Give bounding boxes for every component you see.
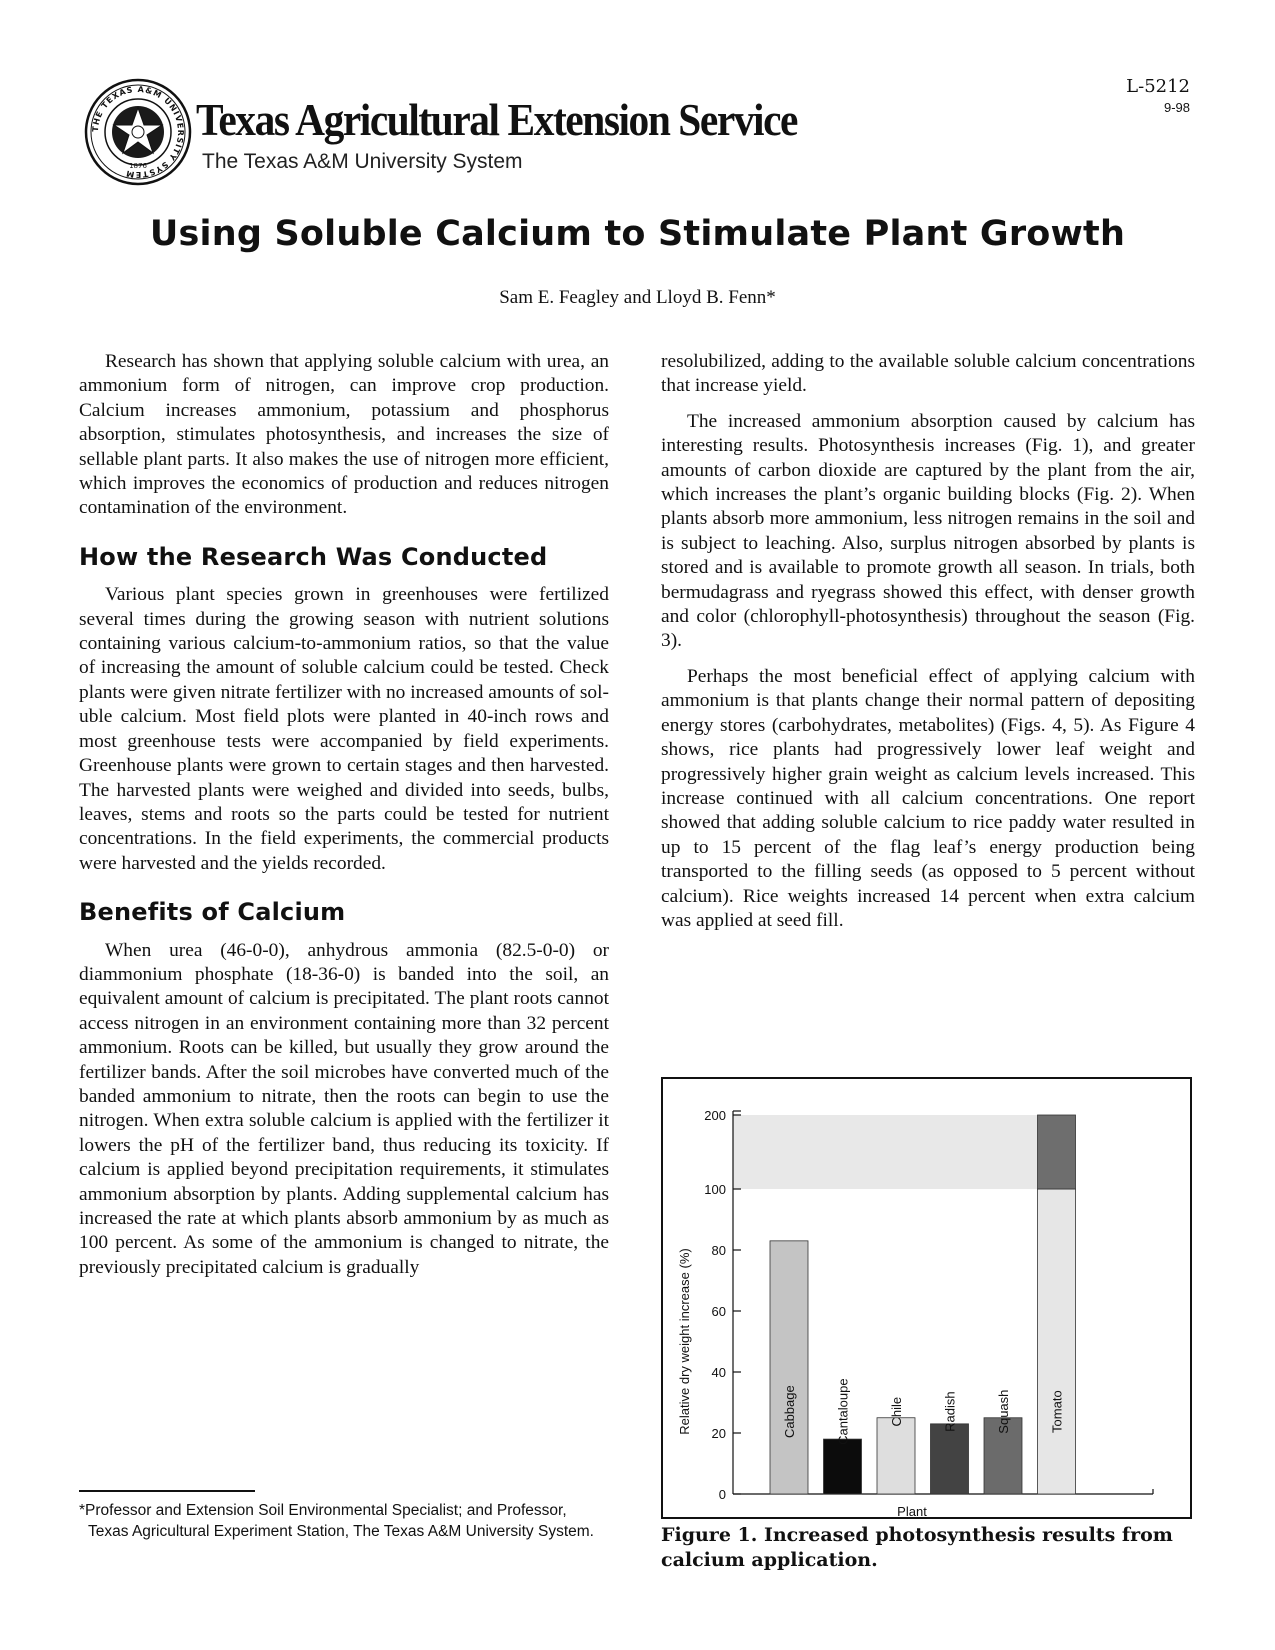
y-tick-label: 100 [704, 1182, 726, 1197]
publication-number: L-5212 [1126, 76, 1190, 97]
x-axis-label: Plant [897, 1504, 927, 1517]
bar-tomato-upper [1038, 1115, 1076, 1189]
continued-paragraph: resolubilized, adding to the available soluble calcium concentrations that increase yield. [661, 351, 1195, 397]
y-tick-label: 20 [711, 1426, 726, 1441]
y-axis-label: Relative dry weight increase (%) [677, 1248, 692, 1435]
left-column [79, 350, 609, 1291]
authors-line: Sam E. Feagley and Lloyd B. Fenn* [499, 287, 776, 308]
y-tick-label: 40 [711, 1365, 726, 1380]
bar-label-radish: Radish [942, 1391, 958, 1432]
energy-stores-paragraph: Perhaps the most beneficial effect of applying calcium with ammonium is that plants change their normal pattern of depositing energy stores (carbohydrates, metabolites) (Figs. 4, 5). As Figure 4 shows, rice plants had progressively lower leaf weight and progressively higher grain weight as calcium levels increased. This increase continued with all calcium concentrations. One report showed that adding soluble calcium to rice paddy water resulted in up to 15 percent of the flag leaf’s energy production being transported to the filling seeds (as opposed to 5 percent without calcium). Rice weights increased 14 percent when extra calcium was applied at seed fill. [661, 665, 1195, 931]
bar-cantaloupe [824, 1439, 862, 1494]
seal-year: 1876 [129, 162, 147, 170]
bar-cabbage [770, 1241, 808, 1494]
publication-date: 9-98 [1163, 100, 1190, 115]
research-paragraph: Various plant species grown in greenhouses were fertilized several times during the growing season with nutrient solutions containing various calcium-to-ammonium ratios, so that the value of increasing the amount of soluble calcium could be tested. Check plants were given nitrate fertilizer with no increased amounts of soluble calcium. Most field plots were planted in 40-inch rows and most greenhouse tests were accompanied by field experiments. Greenhouse plants were grown to certain stages and then harvested. The harvested plants were weighed and divided into seeds, bulbs, leaves, stems and roots so the parts could be tested for nutrient concentrations. In the field experiments, the commercial products were harvested and the yields recorded. [79, 584, 609, 874]
figure-1-frame [661, 1077, 1192, 1519]
y-tick-label: 0 [718, 1487, 726, 1502]
y-tick-label: 80 [711, 1243, 726, 1258]
axis-break-band [733, 1115, 1073, 1189]
section-heading-benefits: Benefits of Calcium [79, 898, 346, 927]
university-seal-icon [84, 78, 192, 186]
bar-label-tomato: Tomato [1049, 1390, 1065, 1433]
benefits-paragraph: When urea (46-0-0), anhydrous ammonia (82.5-0-0) or diammonium phosphate (18-36-0) is banded into the soil, an equivalent amount of calcium is precipitated. The plant roots cannot access nitrogen in an environment containing more than 32 percent ammonium. Roots can be killed, but usually they grow around the fertilizer bands. After the soil microbes have converted much of the banded ammonium to nitrate, then the roots can begin to use the nitrogen. When extra soluble calcium is applied with the fertilizer it lowers the pH of the fertilizer band, thus reducing its toxicity. If calcium is applied beyond precipitation requirements, it stimulates ammonium absorption by plants. Adding supplemental calcium has increased the rate at which plants absorb ammonium by as much as 100 percent. As some of the ammonium is changed to nitrate, the previously precipitated calcium is gradually [79, 939, 609, 1278]
y-tick-label: 60 [711, 1304, 726, 1319]
page-title: Using Soluble Calcium to Stimulate Plant Growth [149, 214, 1126, 254]
intro-paragraph: Research has shown that applying soluble calcium with urea, an ammonium form of nitrogen, can improve crop production. Calcium increases ammonium, potassium and phosphorus absorption, stimulates photosynthesis, and increases the size of sellable plant parts. It also makes the use of nitrogen more efficient, which improves the economics of production and reduces nitrogen contamination of the environment. [79, 351, 609, 519]
footnote-divider [79, 1490, 255, 1492]
bar-chart [663, 1079, 1190, 1517]
bar-label-cantaloupe: Cantaloupe [835, 1378, 851, 1445]
organization-name: Texas Agricultural Extension Service [196, 94, 797, 145]
ammonium-paragraph: The increased ammonium absorption caused by calcium has interesting results. Photosynthesis increases (Fig. 1), and greater amounts of carbon dioxide are captured by the plant from the air, which increases the plant’s organic building blocks (Fig. 2). When plants absorb more ammonium, less nitrogen remains in the soil and is subject to leaching. Also, surplus nitrogen absorbed by plants is stored and is available to promote growth all season. In trials, both bermudagrass and ryegrass showed this effect, with denser growth and color (chlorophyll-photosynthesis) throughout the season (Fig. 3). [661, 410, 1195, 652]
footnote: *Professor and Extension Soil Environmental Specialist; and Professor, Texas Agricultural Experiment Station, The Texas A&M University System. [79, 1502, 594, 1540]
y-tick-label: 200 [704, 1108, 726, 1123]
bar-tomato-lower [1038, 1189, 1076, 1494]
right-column [661, 350, 1195, 944]
organization-subtitle: The Texas A&M University System [202, 150, 523, 173]
bar-label-chile: Chile [889, 1396, 904, 1427]
seal-ring-text: THE TEXAS A&M UNIVERSITY SYSTEM [90, 84, 186, 180]
bar-label-squash: Squash [996, 1389, 1011, 1434]
bar-radish [931, 1424, 969, 1494]
section-heading-research: How the Research Was Conducted [79, 542, 548, 571]
figure-1-caption: Figure 1. Increased photosynthesis results from calcium application. [661, 1524, 1173, 1571]
bar-label-cabbage: Cabbage [782, 1385, 797, 1439]
bar-chile [877, 1418, 915, 1494]
